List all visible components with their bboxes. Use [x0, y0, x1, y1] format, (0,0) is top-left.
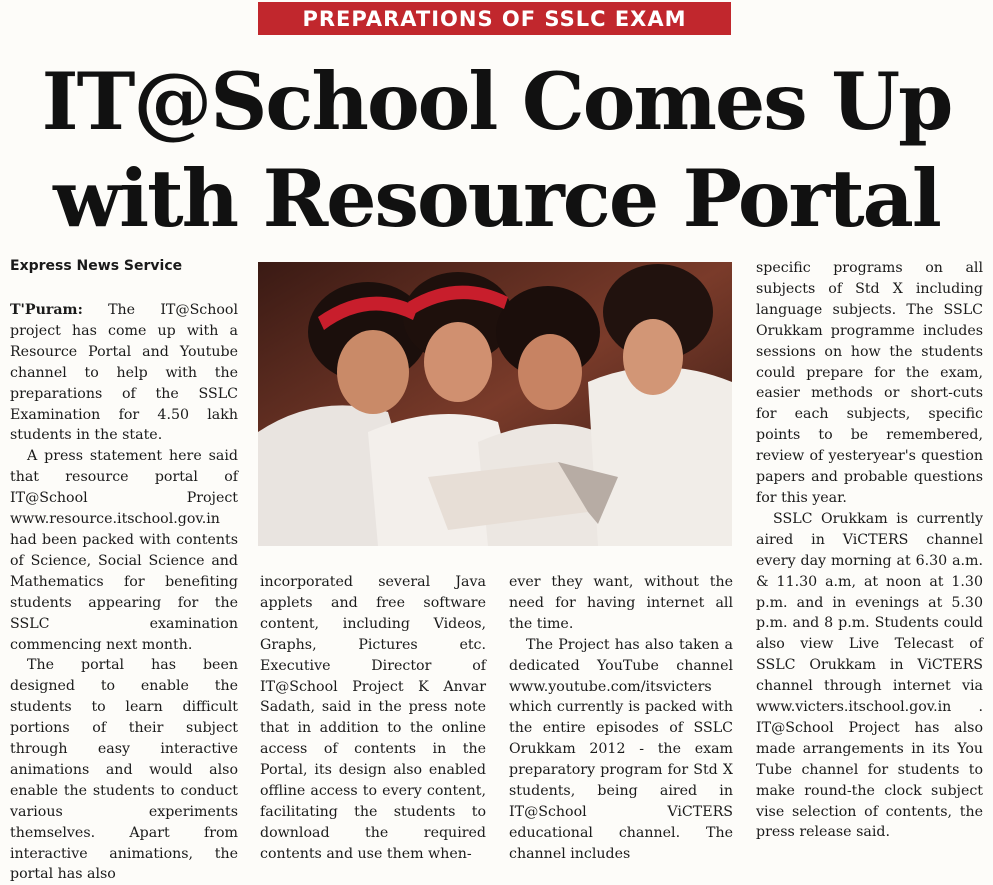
article-text: The IT@School project has come up with a Resource Portal and Youtube channel to help with the preparations of the SSLC Examination for 4.50 lakh students in the state. — [10, 302, 239, 444]
students-photo — [258, 262, 732, 546]
article-paragraph: ever they want, without the need for having internet all the time. — [509, 574, 733, 632]
article-paragraph: The Project has also taken a dedicated YouTube channel www.youtube.com/itsvicters which currently is packed with the entire episodes of SSLC Orukkam 2012 - the exam preparatory program for Std X students, being aired in IT@School ViCTERS educational channel. The channel includes — [509, 636, 733, 862]
article-column-3 — [509, 572, 733, 865]
article-column-1 — [10, 300, 238, 885]
byline: Express News Service — [10, 258, 183, 274]
headline-line-1: IT@School Comes Up — [41, 55, 952, 148]
students-photo-illustration — [258, 262, 732, 546]
headline-line-2: with Resource Portal — [53, 152, 940, 245]
section-kicker: PREPARATIONS OF SSLC EXAM — [258, 2, 731, 35]
article-column-2 — [260, 572, 486, 865]
article-paragraph: incorporated several Java applets and free software content, including Videos, Graphs, Pictures etc. Executive Director of IT@School Project K Anvar Sadath, said in the press note that in addition to the online access of contents in the Portal, its design also enabled offline access to every content, facilitating the students to download the required contents and use them when- — [260, 574, 486, 862]
article-paragraph — [10, 300, 238, 446]
article-paragraph: The portal has been designed to enable the students to learn difficult portions of their subject through easy interactive animations and would also enable the students to conduct various experiments themselves. Apart from interactive animations, the portal has also — [10, 657, 238, 883]
article-column-4 — [756, 258, 983, 843]
article-paragraph: specific programs on all subjects of Std X including language subjects. The SSLC Orukkam programme includes sessions on how the students could prepare for the exam, easier methods or short-cuts for each subjects, specific points to be remembered, review of yesteryear's question papers and probable questions for this year. — [756, 260, 983, 506]
dateline: T'Puram: — [10, 302, 83, 318]
article-paragraph: A press statement here said that resource portal of IT@School Project www.resource.itschool.gov.in had been packed with contents of Science, Social Science and Mathematics for benefiting students appearing for the SSLC examination commencing next month. — [10, 448, 238, 653]
article-paragraph: SSLC Orukkam is currently aired in ViCTERS channel every day morning at 6.30 a.m. & 11.30 a.m, at noon at 1.30 p.m. and in evenings at 5.30 p.m. and 8 p.m. Students could also view Live Telecast of SSLC Orukkam in ViCTERS channel through internet via www.victers.itschool.gov.in . IT@School Project has also made arrangements in its You Tube channel for students to make round-the clock subject vise selection of contents, the press release said. — [756, 510, 983, 841]
